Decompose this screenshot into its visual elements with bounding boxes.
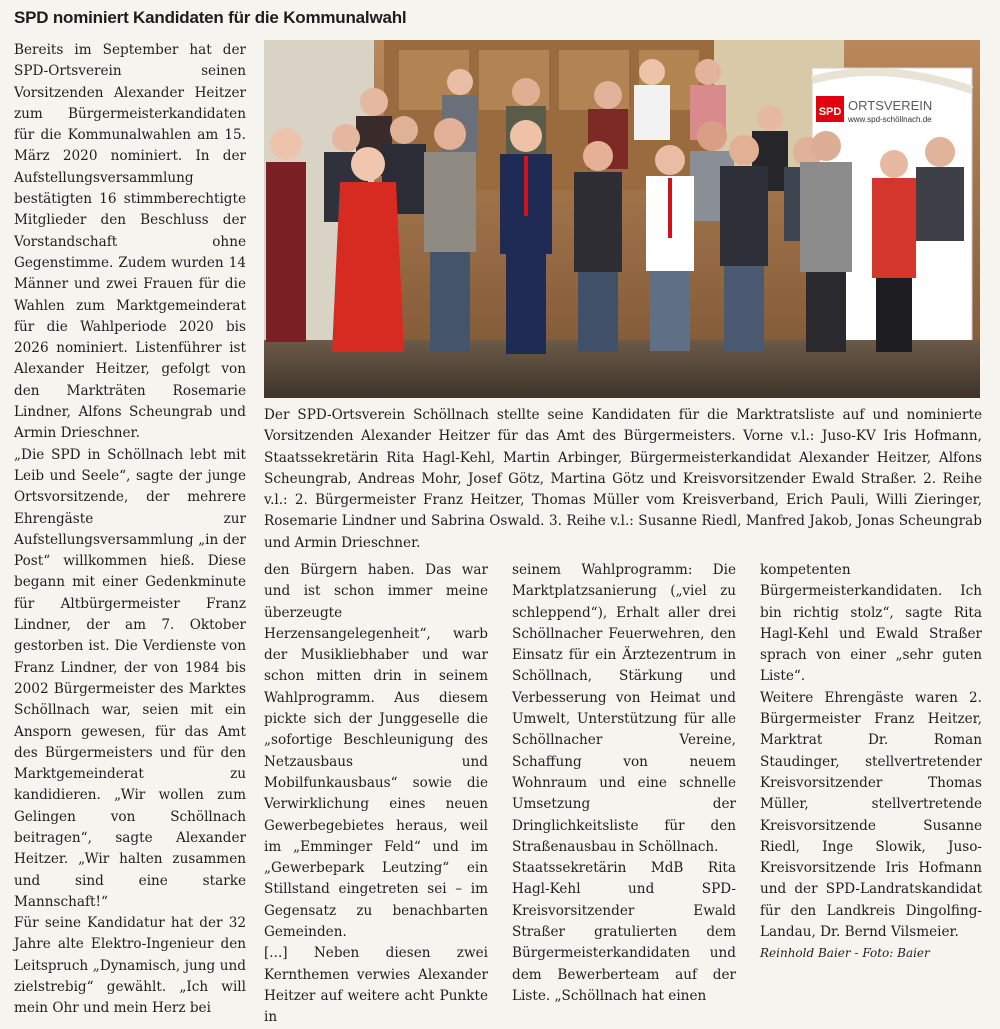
article-column-4 [760, 560, 982, 965]
paragraph: Für seine Kandidatur hat der 32 Jahre alte Elektro-Ingenieur den Leitspruch „Dynamisch, jung und zielstrebig“ gewählt. „Ich will mein Ohr und mein Herz bei [14, 915, 246, 1017]
paragraph: kompetenten Bürgermeisterkandidaten. Ich bin richtig stolz“, sagte Rita Hagl-Kehl und Ewald Straßer sprach von einer „sehr guten Liste“. [760, 562, 982, 685]
article-column-1 [14, 40, 246, 1020]
paragraph: [...] Neben diesen zwei Kernthemen verwies Alexander Heitzer auf weitere acht Punkte in [264, 945, 488, 1026]
banner-title: ORTSVEREIN [848, 98, 933, 113]
article-column-3 [512, 560, 736, 1007]
banner-url: www.spd-schöllnach.de [848, 115, 932, 124]
group-photo [264, 40, 980, 398]
article-column-2 [264, 560, 488, 1029]
paragraph: „Die SPD in Schöllnach lebt mit Leib und Seele“, sagte der junge Ortsvorsitzende, der mehrere Ehrengäste zur Aufstellungsversammlung „in der Post“ willkommen hieß. Diese begann mit einer Gedenkminute für Altbürgermeister Franz Lindner, der am 7. Oktober gestorben ist. Die Verdienste von Franz Lindner, der von 1984 bis 2002 Bürgermeister des Marktes Schöllnach war, seien mit ein Ansporn gewesen, für das Amt des Bürgermeisters und für den Marktgemeinderat zu kandidieren. „Wir wollen zum Gelingen von Schöllnach beitragen“, sagte Alexander Heitzer. „Wir halten zusammen und sind eine starke Mannschaft!“ [14, 446, 246, 910]
article-headline: SPD nominiert Kandidaten für die Kommunalwahl [14, 8, 407, 27]
paragraph: Staatssekretärin MdB Rita Hagl-Kehl und SPD-Kreisvorsitzender Ewald Straßer gratulierten dem Bürgermeisterkandidaten und dem Bewerberteam auf der Liste. „Schöllnach hat einen [512, 860, 736, 1004]
paragraph: seinem Wahlprogramm: Die Marktplatzsanierung („viel zu schleppend“), Erhalt aller drei Schöllnacher Feuerwehren, den Einsatz für ein Ärztezentrum in Schöllnach, Stärkung und Verbesserung von Heimat und Umwelt, Unterstützung für alle Schöllnacher Vereine, Schaffung von neuem Wohnraum und eine schnelle Umsetzung der Dringlichkeitsliste für den Straßenausbau in Schöllnach. [512, 562, 736, 855]
spd-logo: SPD [818, 106, 842, 118]
paragraph: Weitere Ehrengäste waren 2. Bürgermeister Franz Heitzer, Marktrat Dr. Roman Staudinger, stellvertretender Kreisvorsitzender Thomas Müller, stellvertretende Kreisvorsitzende Susanne Riedl, Inge Slowik, Juso-Kreisvorsitzende Iris Hofmann und der SPD-Landratskandidat für den Landkreis Dingolfing-Landau, Dr. Bernd Vilsmeier. [760, 689, 982, 941]
paragraph: Bereits im September hat der SPD-Ortsverein seinen Vorsitzenden Alexander Heitzer zum Bürgermeisterkandidaten für die Kommunalwahlen am 15. März 2020 nominiert. In der Aufstellungsversammlung bestätigten 16 stimmberechtigte Mitglieder den Beschluss der Vorstandschaft ohne Gegenstimme. Zudem wurden 14 Männer und zwei Frauen für die Wahlen zum Marktgemeinderat für die Wahlperiode 2020 bis 2026 nominiert. Listenführer ist Alexander Heitzer, gefolgt von den Markträten Rosemarie Lindner, Alfons Scheungrab und Armin Drieschner. [14, 42, 246, 442]
paragraph: den Bürgern haben. Das war und ist schon immer meine überzeugte Herzensangelegenheit“, warb der Musikliebhaber und war schon mitten drin in seinem Wahlprogramm. Aus diesem pickte sich der Junggeselle die „sofortige Beschleunigung des Netzausbaus und Mobilfunkausbaus“ sowie die Verwirklichung eines neuen Gewerbegebietes heraus, weil im „Emminger Feld“ und im „Gewerbepark Leutzing“ ein Stillstand eingetreten sei – im Gegensatz zu benachbarten Gemeinden. [264, 562, 488, 941]
photo-caption: Der SPD-Ortsverein Schöllnach stellte seine Kandidaten für die Marktratsliste auf und nominierte Vorsitzenden Alexander Heitzer für das Amt des Bürgermeisters. Vorne v.l.: Juso-KV Iris Hofmann, Staatssekretärin Rita Hagl-Kehl, Martin Arbinger, Bürgermeisterkandidat Alexander Heitzer, Alfons Scheungrab, Andreas Mohr, Josef Götz, Martina Götz und Kreisvorsitzender Ewald Straßer. 2. Reihe v.l.: 2. Bürgermeister Franz Heitzer, Thomas Müller vom Kreisverband, Erich Pauli, Willi Zieringer, Rosemarie Lindner und Sabrina Oswald. 3. Reihe v.l.: Susanne Riedl, Manfred Jakob, Jonas Scheungrab und Armin Drieschner. [264, 407, 982, 551]
people-front-row [266, 118, 916, 354]
author-credit: Reinhold Baier - Foto: Baier [760, 946, 930, 961]
